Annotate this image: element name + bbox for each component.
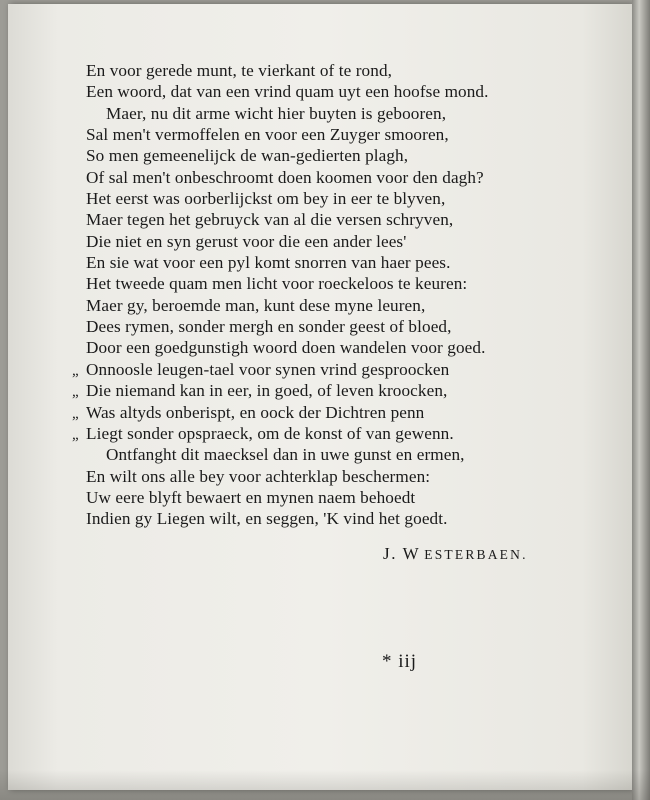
quotation-mark: „ — [72, 405, 79, 422]
poem-line — [86, 209, 606, 230]
poem-line-text: En voor gerede munt, te vierkant of te rond, — [86, 61, 393, 80]
poem-line-text: Die niet en syn gerust voor die een ander lees' — [86, 231, 407, 251]
poem-line — [72, 402, 606, 423]
poem-line-text: Dees rymen, sonder mergh en sonder geest of bloed, — [86, 317, 452, 337]
poem-line-text: Door een goedgunstigh woord doen wandelen voor goed. — [86, 338, 486, 358]
quotation-mark: „ — [72, 362, 79, 379]
poem-line-text: Indien gy Liegen wilt, en seggen, 'K vind het goedt. — [86, 509, 448, 529]
poem-line-text: Onnoosle leugen-tael voor synen vrind gesproocken — [86, 359, 450, 379]
poem-line — [86, 466, 606, 487]
poem-line-text: Uw eere blyft bewaert en mynen naem behoedt — [86, 487, 416, 507]
poem-line-text: Een woord, dat van een vrind quam uyt een hoofse mond. — [86, 82, 489, 102]
poem-line — [86, 231, 606, 252]
author-signature — [383, 544, 528, 564]
signature-surname: ESTERBAEN. — [424, 547, 528, 562]
poem-line — [86, 60, 606, 81]
poem-line — [86, 145, 606, 166]
poem-line — [86, 81, 606, 102]
poem-line — [72, 423, 606, 444]
poem-line — [86, 124, 606, 145]
poem-line-text: Maer, nu dit arme wicht hier buyten is gebooren, — [106, 103, 447, 123]
poem-line — [86, 487, 606, 508]
book-page — [8, 4, 632, 790]
poem-line — [86, 316, 606, 337]
poem-line — [86, 188, 606, 209]
poem-line — [72, 359, 606, 380]
scan-shadow — [0, 770, 650, 800]
poem-line — [86, 103, 606, 124]
signature-initials: J. W — [383, 544, 421, 563]
poem-line-text: Of sal men't onbeschroomt doen koomen voor den dagh? — [86, 167, 484, 187]
poem-line-text: Liegt sonder opspraeck, om de konst of van gewenn. — [86, 423, 454, 443]
poem-line-text: En wilt ons alle bey voor achterklap beschermen: — [86, 466, 431, 486]
poem-line-text: Sal men't vermoffelen en voor een Zuyger smooren, — [86, 125, 449, 145]
poem-line — [86, 273, 606, 294]
poem-line — [86, 508, 606, 529]
page-signature-mark: * iij — [382, 651, 418, 672]
quotation-mark: „ — [72, 384, 79, 401]
poem-line-text: Die niemand kan in eer, in goed, of leven kroocken, — [86, 381, 448, 401]
poem-line — [86, 444, 606, 465]
poem-line-text: Het eerst was oorberlijckst om bey in eer te blyven, — [86, 189, 446, 209]
poem-line — [86, 337, 606, 358]
poem-line — [86, 295, 606, 316]
poem-line-text: Maer tegen het gebruyck van al die versen schryven, — [86, 210, 454, 230]
poem-line-text: Het tweede quam men licht voor roeckeloos te keuren: — [86, 274, 468, 294]
poem-line-text: Ontfanght dit maecksel dan in uwe gunst en ermen, — [106, 445, 465, 465]
poem-line — [72, 380, 606, 401]
poem-text — [72, 60, 606, 530]
page-edge — [632, 0, 650, 800]
quotation-mark: „ — [72, 426, 79, 443]
poem-line-text: So men gemeenelijck de wan-gedierten plagh, — [86, 146, 409, 166]
poem-line-text: Was altyds onberispt, en oock der Dichtren penn — [86, 402, 425, 422]
poem-line — [86, 252, 606, 273]
poem-line-text: En sie wat voor een pyl komt snorren van haer pees. — [86, 253, 451, 273]
poem-line — [86, 167, 606, 188]
poem-line-text: Maer gy, beroemde man, kunt dese myne leuren, — [86, 295, 426, 315]
